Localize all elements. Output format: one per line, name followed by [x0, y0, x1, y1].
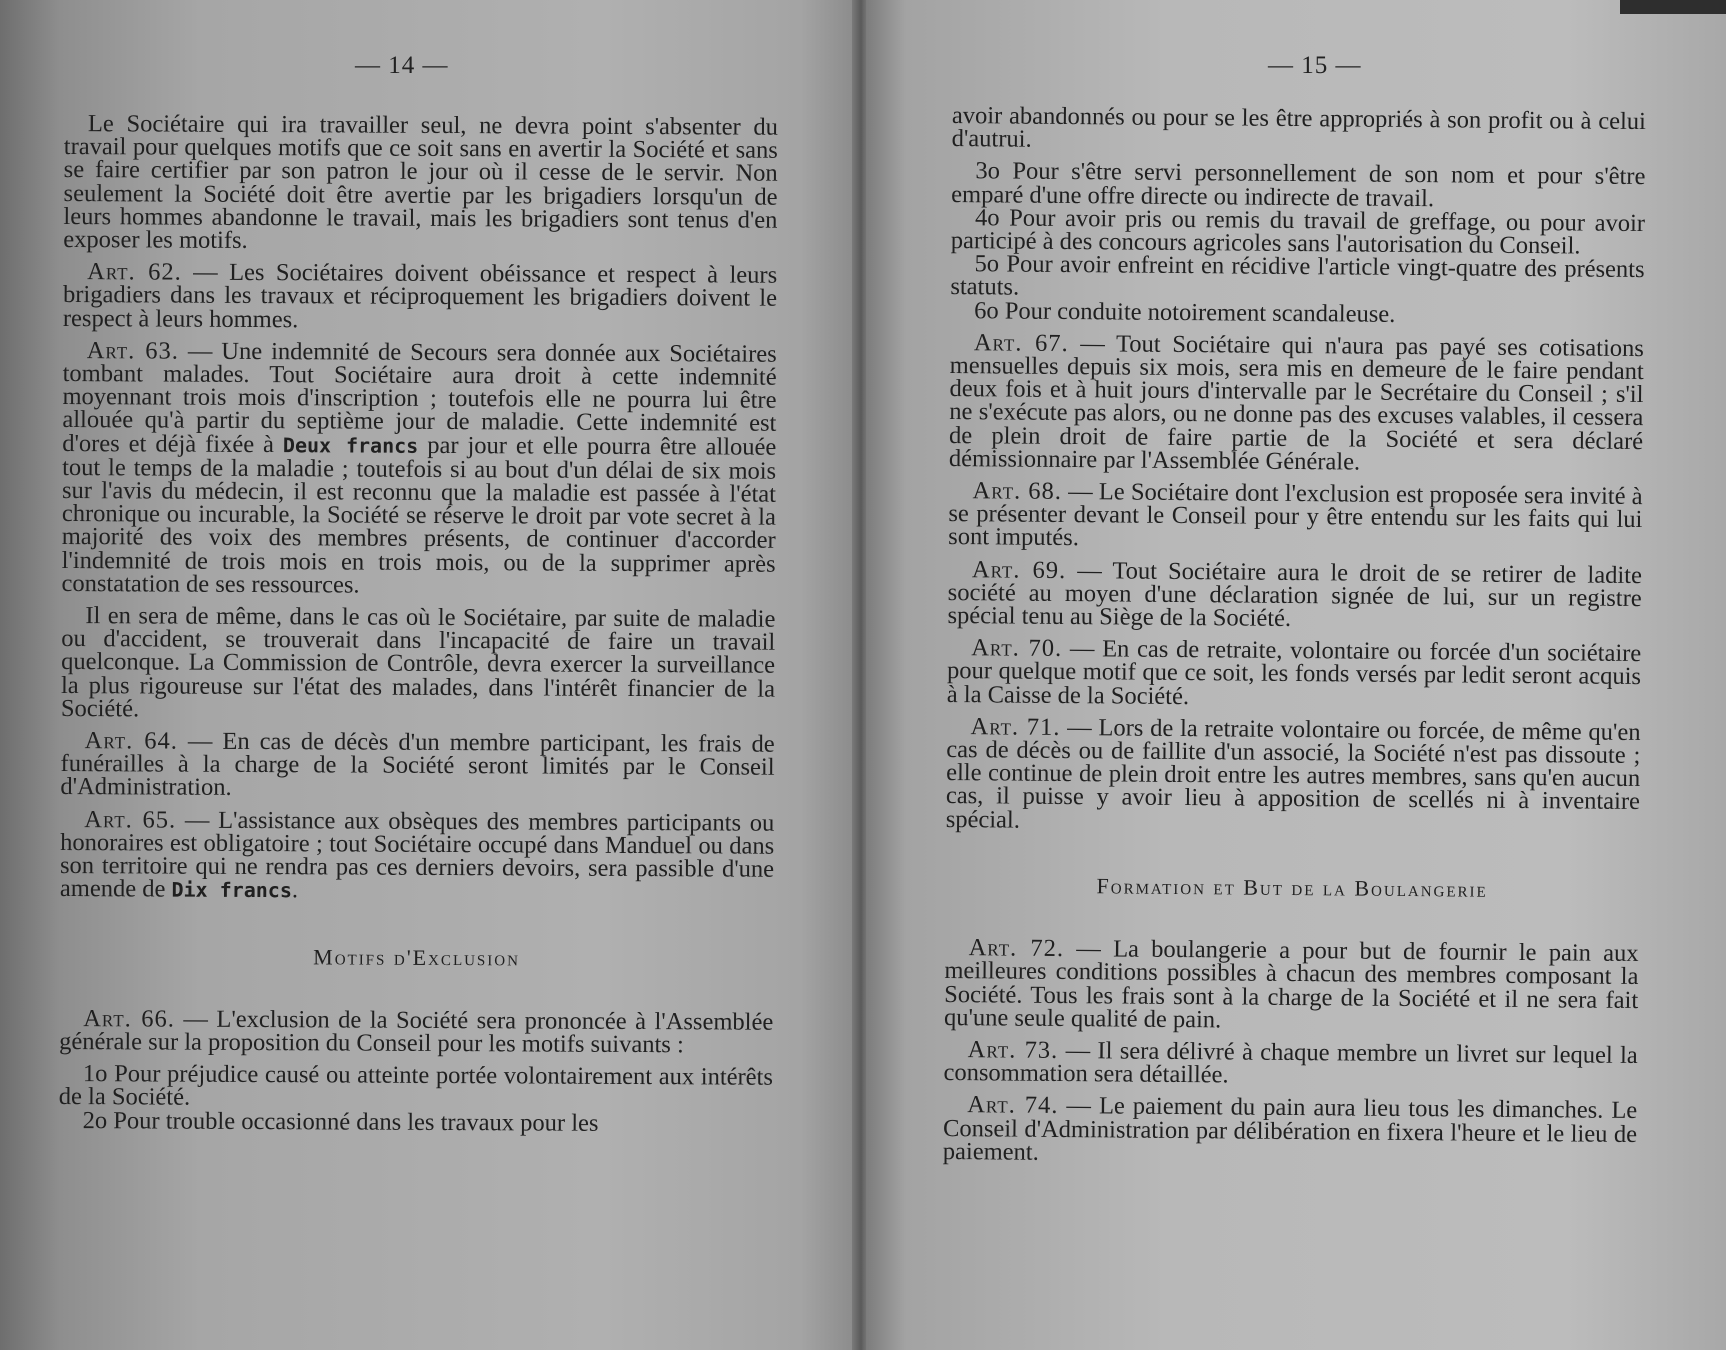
article-69: [947, 555, 1643, 634]
page-number-right: — 15 —: [1268, 52, 1362, 79]
section-heading-boulangerie: Formation et But de la Boulangerie: [1096, 873, 1488, 902]
amount-emphasis: Deux francs: [282, 432, 419, 458]
left-page-text: [59, 112, 778, 1135]
article-label: Art. 74.: [967, 1091, 1059, 1120]
article-text: — Le Sociétaire dont l'exclusion est proposée sera invité à se présenter devant le Conseil pour y être entendu sur les faits qui lui sont imputés.: [948, 478, 1643, 552]
article-label: Art. 70.: [971, 634, 1063, 663]
article-64: [60, 729, 774, 802]
article-74: [943, 1093, 1638, 1169]
exclusion-reason-6: 6o Pour conduite notoirement scandaleuse.: [974, 296, 1396, 328]
article-label: Art. 71.: [970, 713, 1061, 741]
article-label: Art. 68.: [972, 477, 1063, 506]
article-text: — Il sera délivré à chaque membre un livret sur lequel la consommation sera détaillée.: [943, 1036, 1638, 1089]
exclusion-reason-3: 3o Pour s'être servi personnellement de son nom et pour s'être emparé d'une offre directe ou indirecte de travail.: [951, 157, 1646, 212]
exclusion-reason-1: 1o Pour préjudice causé ou atteinte portée volontairement aux intérêts de la Société.: [58, 1060, 774, 1111]
background-corner: [1620, 0, 1726, 14]
article-text-continued: par jour et elle pourra être allouée tout le temps de la maladie ; toutefois si au bout d'un délai de six mois sur l'avis du médecin, il est reconnu que la maladie est passée à l'état chronique ou incurable, la Société se réserve le droit par vote secret à la majorité des voix des membres présents, de continuer d'accorder l'indemnité de trois mois en trois mois, ou de la supprimer après constatation de ses ressources.: [61, 431, 777, 599]
article-72: [944, 936, 1639, 1035]
article-text: — Tout Sociétaire qui n'aura pas payé ses cotisations mensuelles depuis six mois, sera mis en demeure de le faire pendant deux fois et à huit jours d'intervalle par le Secrétaire du Conseil ; s'il ne s'exécute pas alors, ou ne donne pas des excuses valables, il cessera de plein droit de faire partie de la Société et sera déclaré démissionnaire par l'Assemblée Générale.: [948, 329, 1645, 476]
article-66: [59, 1004, 774, 1059]
article-text: — Les Sociétaires doivent obéissance et respect à leurs brigadiers dans les travaux et réciproquement les brigadiers doivent le respect à leurs hommes.: [62, 258, 778, 333]
article-text-end: .: [291, 876, 299, 904]
article-text: — En cas de retraite, volontaire ou forcée d'un sociétaire pour quelque motif que ce soit, les fonds versés par ledit seront acquis à la Caisse de la Société.: [946, 635, 1642, 710]
exclusion-reason-4: 4o Pour avoir pris ou remis du travail de greffage, ou pour avoir participé à des concours agricoles sans l'autorisation du Conseil.: [950, 204, 1646, 260]
article-label: Art. 65.: [84, 805, 177, 834]
amount-emphasis: Dix francs: [171, 877, 292, 903]
article-71: [946, 715, 1641, 837]
article-text: — L'assistance aux obsèques des membres participants ou honoraires est obligatoire ; tout Sociétaire occupé dans Manduel ou dans son territoire qui ne rendra pas ces derniers devoirs, sera passible d'une amende de: [59, 806, 775, 903]
article-62: [63, 260, 777, 333]
article-label: Art. 69.: [971, 555, 1067, 584]
paragraph-worker-absence: Le Sociétaire qui ira travailler seul, ne devra point s'absenter du travail pour quelques motifs que ce soit sans en avertir la Société et sans se faire certifier par son patron le jour où il cesse de le servir. Non seulement la Société doit être avertie par les brigadiers lorsqu'un de leurs hommes abandonne le travail, mais les brigadiers sont tenus d'en exposer les motifs.: [63, 110, 779, 254]
continued-paragraph: avoir abandonnés ou pour se les être appropriés à son profit ou à celui d'autrui.: [951, 102, 1646, 153]
article-65: [59, 805, 775, 906]
article-63: [61, 336, 777, 599]
article-73: [943, 1038, 1637, 1090]
article-text: — Lors de la retraite volontaire ou forcée, de même qu'en cas de décès ou de faillite d'un associé, la Société n'est pas dissoute ; elle continue de plein droit entre les autres membres, sans qu'en aucun cas, il puisse y avoir lieu à apposition de scellés ni à inventaire spécial.: [945, 713, 1641, 834]
article-text: — Une indemnité de Secours sera donnée aux Sociétaires tombant malades. Tout Sociétaire aura droit à cette indemnité moyennant trois mois d'inscription ; toutefois elle ne pourra lui être allouée qu'à partir du septième jour de maladie. Cette indemnité est d'ores et déjà fixée à: [62, 337, 777, 458]
article-63-paragraph-2: Il en sera de même, dans le cas où le Sociétaire, par suite de maladie ou d'accident, se trouverait dans l'incapacité de faire un travail quelconque. La Commission de Contrôle, devra exercer la surveillance la plus rigoureuse sur l'état des malades, dans l'intérêt financier de la Société.: [60, 602, 776, 723]
article-label: Art. 64.: [84, 727, 178, 755]
article-text: — En cas de décès d'un membre participant, les frais de funérailles à la charge de la Société seront limités par le Conseil d'Administration.: [60, 727, 775, 802]
article-text: — La boulangerie a pour but de fournir le pain aux meilleures conditions possibles à chacun des membres composant la Société. Tous les frais sont à la charge de la Société et il ne sera fait qu'une seule qualité de pain.: [943, 935, 1639, 1034]
article-text: — Tout Sociétaire aura le droit de se retirer de ladite société au moyen d'une déclaration signée de lui, sur un registre spécial tenu au Siège de la Société.: [947, 556, 1643, 633]
article-70: [947, 636, 1642, 712]
exclusion-reason-2: 2o Pour trouble occasionné dans les travaux pour les: [82, 1106, 599, 1137]
section-heading-exclusion: Motifs d'Exclusion: [313, 943, 521, 970]
left-page: [0, 0, 858, 1350]
article-label: Art. 72.: [968, 934, 1065, 963]
article-text: — L'exclusion de la Société sera prononcée à l'Assemblée générale sur la proposition du Conseil pour les motifs suivants :: [59, 1005, 774, 1059]
right-page: [866, 0, 1726, 1350]
article-label: Art. 66.: [83, 1004, 175, 1033]
article-label: Art. 67.: [973, 329, 1069, 357]
page-number-left: — 14 —: [355, 52, 449, 79]
exclusion-reason-5: 5o Pour avoir enfreint en récidive l'article vingt-quatre des présents statuts.: [950, 250, 1645, 302]
article-68: [948, 479, 1643, 555]
right-page-text: [943, 104, 1646, 1178]
article-67: [949, 331, 1644, 476]
article-label: Art. 63.: [86, 336, 179, 365]
article-label: Art. 73.: [967, 1036, 1059, 1064]
article-label: Art. 62.: [87, 258, 182, 286]
article-text: — Le paiement du pain aura lieu tous les dimanches. Le Conseil d'Administration par délibération en fixera l'heure et le lieu de paiement.: [942, 1092, 1638, 1166]
